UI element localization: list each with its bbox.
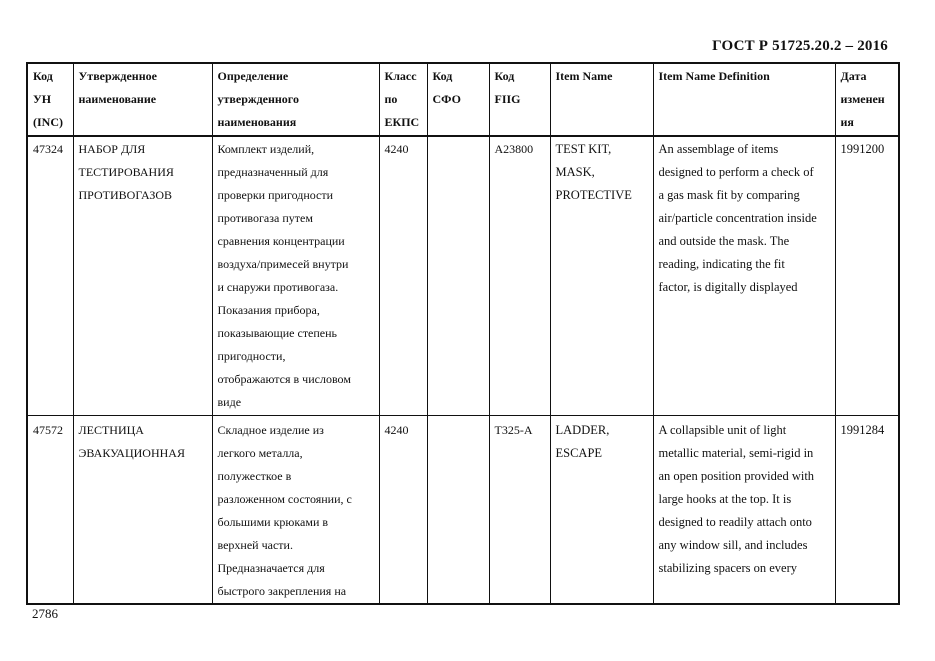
cell-text-line: stabilizing spacers on every bbox=[658, 561, 797, 575]
cell-text-line: НАБОР ДЛЯ bbox=[78, 142, 146, 156]
ekps-class-cell: 4240 bbox=[379, 136, 427, 416]
column-header-approved-name bbox=[73, 63, 212, 136]
cell-text-line: ЛЕСТНИЦА bbox=[78, 423, 144, 437]
cell-text-line: Класс bbox=[384, 69, 417, 83]
cell-text-line: разложенном состоянии, с bbox=[217, 492, 352, 506]
item-name-definition-cell bbox=[653, 136, 835, 416]
cell-text-line: designed to readily attach onto bbox=[658, 515, 812, 529]
column-header-change-date bbox=[835, 63, 899, 136]
cell-text-line: ЕКПС bbox=[384, 115, 420, 129]
cell-text-line: an open position provided with bbox=[658, 469, 815, 483]
cell-text-line: metallic material, semi-rigid in bbox=[658, 446, 814, 460]
cell-text-line: designed to perform a check of bbox=[658, 165, 814, 179]
cell-text-line: Показания прибора, bbox=[217, 303, 320, 317]
cell-text-line: ЭВАКУАЦИОННАЯ bbox=[78, 446, 185, 460]
cell-text-line: any window sill, and includes bbox=[658, 538, 808, 552]
cell-text-line: ESCAPE bbox=[555, 446, 603, 460]
approved-name-cell bbox=[73, 136, 212, 416]
cell-text-line: виде bbox=[217, 395, 242, 409]
inc-cell: 47572 bbox=[27, 416, 73, 605]
fiig-code-cell: A23800 bbox=[489, 136, 550, 416]
cell-text-line: Дата bbox=[840, 69, 867, 83]
change-date-cell: 1991284 bbox=[835, 416, 899, 605]
cell-text-line: легкого металла, bbox=[217, 446, 303, 460]
cell-text-line: Item Name Definition bbox=[658, 69, 770, 83]
table-header-row bbox=[27, 63, 899, 136]
sfo-code-cell bbox=[427, 416, 489, 605]
cell-text-line: FIIG bbox=[494, 92, 521, 106]
approved-name-cell bbox=[73, 416, 212, 605]
cell-text-line: верхней части. bbox=[217, 538, 293, 552]
item-name-definition-cell bbox=[653, 416, 835, 605]
cell-text-line: factor, is digitally displayed bbox=[658, 280, 798, 294]
cell-text-line: проверки пригодности bbox=[217, 188, 334, 202]
cell-text-line: противогаза путем bbox=[217, 211, 313, 225]
column-header-definition bbox=[212, 63, 379, 136]
column-header-inc bbox=[27, 63, 73, 136]
cell-text-line: сравнения концентрации bbox=[217, 234, 345, 248]
column-header-sfo-code bbox=[427, 63, 489, 136]
cell-text-line: пригодности, bbox=[217, 349, 286, 363]
cell-text-line: A collapsible unit of light bbox=[658, 423, 787, 437]
cell-text-line: and outside the mask. The bbox=[658, 234, 790, 248]
fiig-code-cell: T325-A bbox=[489, 416, 550, 605]
cell-text-line: быстрого закрепления на bbox=[217, 584, 347, 598]
cell-text-line: Предназначается для bbox=[217, 561, 325, 575]
item-name-cell bbox=[550, 416, 653, 605]
cell-text-line: ПРОТИВОГАЗОВ bbox=[78, 188, 172, 202]
cell-text-line: TEST KIT, bbox=[555, 142, 612, 156]
cell-text-line: воздуха/примесей внутри bbox=[217, 257, 349, 271]
cell-text-line: (INC) bbox=[33, 115, 63, 129]
cell-text-line: наименование bbox=[78, 92, 157, 106]
change-date-cell: 1991200 bbox=[835, 136, 899, 416]
column-header-ekps-class bbox=[379, 63, 427, 136]
cell-text-line: Определение bbox=[217, 69, 289, 83]
inc-cell: 47324 bbox=[27, 136, 73, 416]
cell-text-line: An assemblage of items bbox=[658, 142, 779, 156]
sfo-code-cell bbox=[427, 136, 489, 416]
cell-text-line: Item Name bbox=[555, 69, 613, 83]
cell-text-line: MASK, bbox=[555, 165, 595, 179]
definition-cell bbox=[212, 136, 379, 416]
cell-text-line: a gas mask fit by comparing bbox=[658, 188, 800, 202]
item-name-cell bbox=[550, 136, 653, 416]
document-standard-title: ГОСТ Р 51725.20.2 – 2016 bbox=[712, 38, 888, 54]
definition-cell bbox=[212, 416, 379, 605]
cell-text-line: по bbox=[384, 92, 398, 106]
column-header-fiig-code bbox=[489, 63, 550, 136]
cell-text-line: предназначенный для bbox=[217, 165, 329, 179]
cell-text-line: наименования bbox=[217, 115, 297, 129]
cell-text-line: Складное изделие из bbox=[217, 423, 324, 437]
cell-text-line: Код bbox=[494, 69, 515, 83]
cell-text-line: ия bbox=[840, 115, 854, 129]
ekps-class-cell: 4240 bbox=[379, 416, 427, 605]
cell-text-line: ТЕСТИРОВАНИЯ bbox=[78, 165, 174, 179]
column-header-item-name-definition bbox=[653, 63, 835, 136]
cell-text-line: отображаются в числовом bbox=[217, 372, 351, 386]
cell-text-line: утвержденного bbox=[217, 92, 299, 106]
cell-text-line: Комплект изделий, bbox=[217, 142, 315, 156]
cell-text-line: LADDER, bbox=[555, 423, 610, 437]
cell-text-line: Код bbox=[432, 69, 453, 83]
cell-text-line: УН bbox=[33, 92, 52, 106]
cell-text-line: Утвержденное bbox=[78, 69, 157, 83]
cell-text-line: полужесткое в bbox=[217, 469, 292, 483]
cell-text-line: large hooks at the top. It is bbox=[658, 492, 792, 506]
table-row bbox=[27, 136, 899, 416]
cell-text-line: изменен bbox=[840, 92, 885, 106]
cell-text-line: СФО bbox=[432, 92, 461, 106]
cell-text-line: большими крюками в bbox=[217, 515, 329, 529]
page-number: 2786 bbox=[32, 606, 58, 621]
cell-text-line: PROTECTIVE bbox=[555, 188, 632, 202]
table-row bbox=[27, 416, 899, 605]
column-header-item-name bbox=[550, 63, 653, 136]
item-names-table bbox=[26, 62, 900, 605]
cell-text-line: air/particle concentration inside bbox=[658, 211, 817, 225]
cell-text-line: и снаружи противогаза. bbox=[217, 280, 339, 294]
cell-text-line: reading, indicating the fit bbox=[658, 257, 785, 271]
cell-text-line: показывающие степень bbox=[217, 326, 338, 340]
cell-text-line: Код bbox=[33, 69, 53, 83]
